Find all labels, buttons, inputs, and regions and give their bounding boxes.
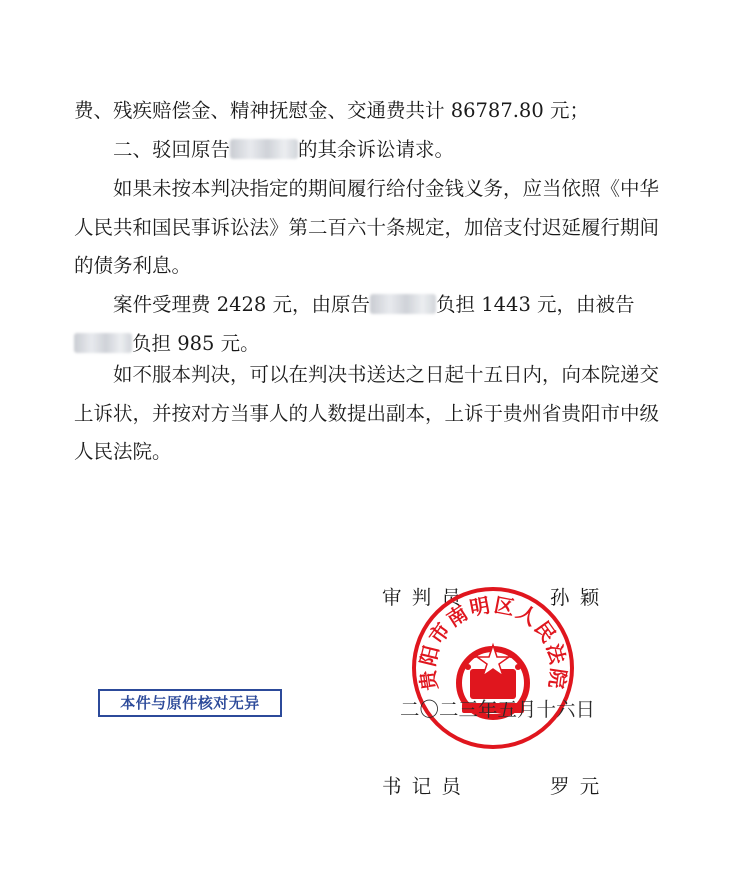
verification-stamp-text: 本件与原件核对无异 — [120, 694, 260, 712]
dismiss-claims-suffix: 的其余诉讼请求。 — [298, 138, 455, 161]
court-fee-suffix: 负担 985 元。 — [132, 331, 260, 355]
judge-title: 审 判 员 — [382, 586, 463, 609]
judge-name: 孙 颖 — [550, 586, 602, 609]
court-seal-stamp — [410, 585, 576, 751]
clerk-name: 罗 元 — [550, 775, 602, 798]
paragraph-dismiss-claims — [74, 131, 674, 170]
appeal-notice-text: 如不服本判决，可以在判决书送达之日起十五日内，向本院递交上诉状，并按对方当事人的人数提出副本，上诉于贵州省贵阳市中级人民法院。 — [74, 363, 660, 463]
redacted-defendant-name — [74, 333, 132, 353]
redacted-plaintiff-name — [230, 139, 298, 159]
redacted-plaintiff-name-2 — [370, 294, 436, 314]
late-payment-text: 如果未按本判决指定的期间履行给付金钱义务，应当依照《中华人民共和国民事诉讼法》第二百六十条规定，加倍支付迟延履行期间的债务利息。 — [74, 177, 660, 277]
judgment-date: 二〇二三年五月十六日 — [400, 698, 596, 721]
paragraph-appeal-notice — [74, 356, 674, 472]
paragraph-compensation-total — [74, 92, 674, 131]
court-fee-middle: 负担 1443 元，由被告 — [436, 293, 635, 316]
seal-text: 贵阳市南明区人民法院 — [415, 592, 571, 692]
compensation-total-text: 费、残疾赔偿金、精神抚慰金、交通费共计 86787.80 元； — [74, 99, 589, 122]
court-fee-prefix: 案件受理费 2428 元，由原告 — [113, 293, 371, 316]
paragraph-court-fee — [74, 286, 674, 363]
dismiss-claims-prefix: 二、驳回原告 — [113, 138, 231, 161]
paragraph-late-payment — [74, 170, 674, 286]
verification-stamp-box — [98, 689, 282, 717]
clerk-title: 书 记 员 — [382, 775, 463, 798]
